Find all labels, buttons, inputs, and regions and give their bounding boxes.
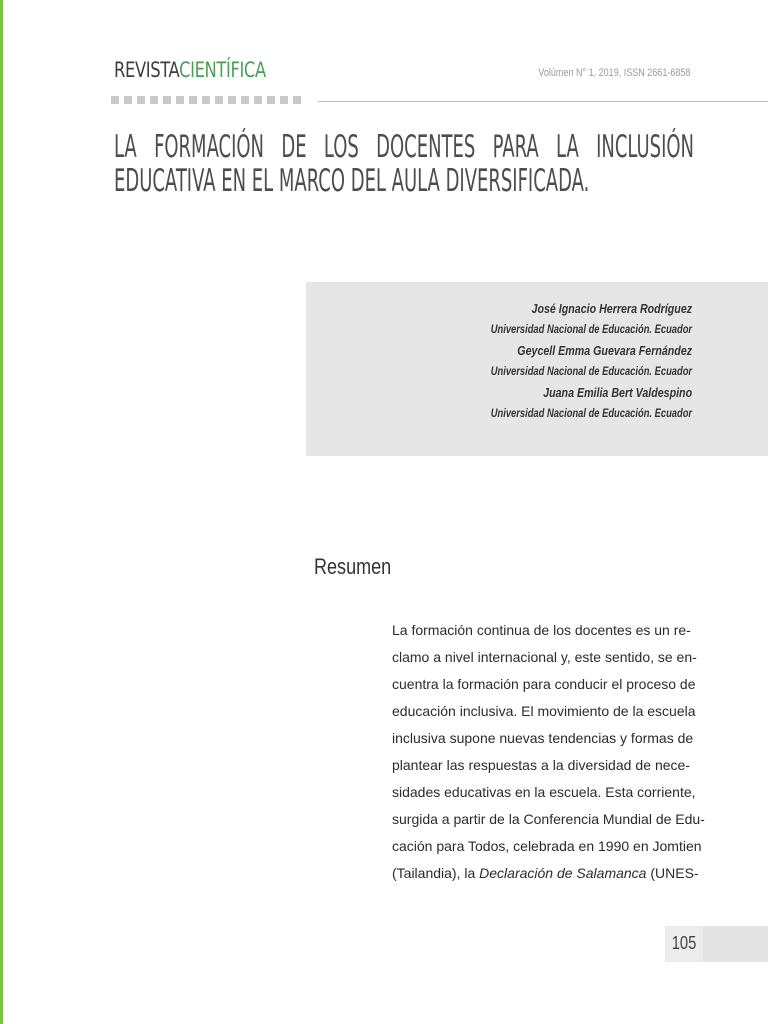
- abstract-text: (Tailandia), la: [392, 865, 480, 881]
- dash: [150, 96, 158, 104]
- page-number: [665, 926, 703, 962]
- dash: [124, 96, 132, 104]
- authors-panel: [306, 282, 768, 456]
- journal-logo: [114, 58, 266, 82]
- issue-info: Volúmen N° 1, 2019, ISSN 2661-6858: [537, 67, 690, 79]
- author-name: José Ignacio Herrera Rodríguez: [531, 301, 692, 316]
- dash: [176, 96, 184, 104]
- page-number-text: 105: [671, 933, 697, 953]
- abstract-line: cación para Todos, celebrada en 1990 en Jomtien: [392, 838, 702, 854]
- journal-header: [114, 58, 694, 88]
- logo-part-cientifica: CIENTÍFICA: [179, 58, 266, 82]
- abstract-line: cuentra la formación para conducir el proceso de: [392, 676, 696, 692]
- abstract-body: [392, 617, 705, 887]
- logo-part-revista: REVISTA: [114, 58, 180, 82]
- author-affiliation: Universidad Nacional de Educación. Ecuador: [490, 364, 692, 378]
- decorative-dashes: [111, 96, 301, 104]
- title-line: EDUCATIVA EN EL MARCO DEL AULA DIVERSIFICADA.: [114, 163, 590, 199]
- abstract-text: (UNES-: [646, 865, 699, 881]
- author-name: Juana Emilia Bert Valdespino: [543, 385, 692, 400]
- abstract-line: sidades educativas en la escuela. Esta corriente,: [392, 784, 696, 800]
- dash: [111, 96, 119, 104]
- dash: [137, 96, 145, 104]
- section-heading-resumen: Resumen: [314, 554, 392, 579]
- dash: [254, 96, 262, 104]
- abstract-line: clamo a nivel internacional y, este sentido, se en-: [392, 649, 697, 665]
- abstract-line: inclusiva supone nuevas tendencias y formas de: [392, 730, 694, 746]
- dash: [280, 96, 288, 104]
- article-title: [114, 129, 694, 199]
- abstract-line-last: [392, 860, 699, 887]
- abstract-line: La formación continua de los docentes es un re-: [392, 622, 691, 638]
- dash: [293, 96, 301, 104]
- header-rule: [318, 101, 768, 102]
- dash: [163, 96, 171, 104]
- author-affiliation: Universidad Nacional de Educación. Ecuador: [490, 406, 692, 420]
- author-name: Geycell Emma Guevara Fernández: [517, 343, 692, 358]
- dash: [228, 96, 236, 104]
- green-edge-bar: [0, 0, 3, 1024]
- authors-list: [434, 298, 692, 424]
- dash: [267, 96, 275, 104]
- abstract-line: plantear las respuestas a la diversidad de nece-: [392, 757, 690, 773]
- cited-title: Declaración de Salamanca: [479, 865, 647, 881]
- dash: [241, 96, 249, 104]
- dash: [215, 96, 223, 104]
- dash: [202, 96, 210, 104]
- dash: [189, 96, 197, 104]
- author-affiliation: Universidad Nacional de Educación. Ecuador: [490, 322, 692, 336]
- title-line: LA FORMACIÓN DE LOS DOCENTES PARA LA INCLUSIÓN: [114, 129, 694, 165]
- abstract-line: surgida a partir de la Conferencia Mundial de Edu-: [392, 811, 705, 827]
- abstract-line: educación inclusiva. El movimiento de la escuela: [392, 703, 696, 719]
